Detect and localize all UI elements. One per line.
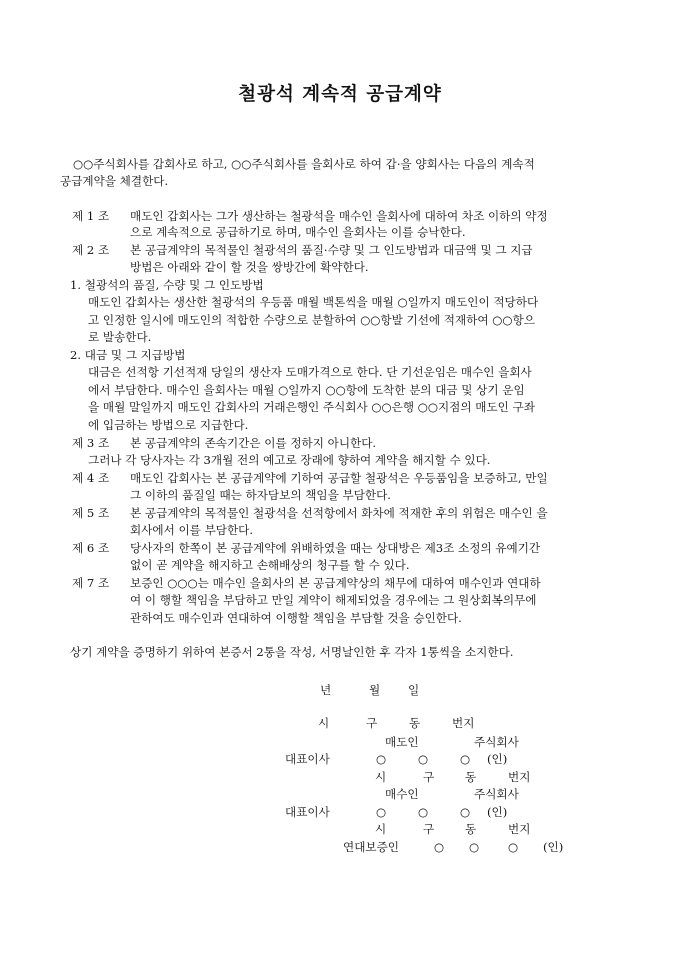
article-4-label: 제 4 조 bbox=[72, 471, 110, 485]
seller-company: 주식회사 bbox=[474, 735, 519, 749]
document-title: 철광석 계속적 공급계약 bbox=[238, 84, 442, 105]
article-1-line-2: 으로 계속적으로 공급하기로 하며, 매수인 을회사는 이를 승낙한다. bbox=[130, 225, 466, 239]
guarantor-name-mark-3: ○ bbox=[508, 840, 519, 854]
seller-role: 매도인 bbox=[385, 735, 419, 749]
section-1-line-1: 매도인 갑회사는 생산한 철광석의 우등품 매월 백톤씩을 매월 ○일까지 매도인이 적당하다 bbox=[88, 295, 539, 309]
buyer-role: 매수인 bbox=[385, 787, 419, 801]
guarantor-name-mark-1: ○ bbox=[434, 840, 445, 854]
buyer-company: 주식회사 bbox=[474, 787, 519, 801]
buyer-rep-title: 대표이사 bbox=[285, 805, 330, 819]
guarantor-seal: (인) bbox=[543, 840, 564, 854]
section-1-line-3: 로 발송한다. bbox=[88, 330, 152, 344]
article-7-label: 제 7 조 bbox=[72, 576, 110, 590]
date-day: 일 bbox=[408, 683, 420, 697]
guarantor-address-district: 구 bbox=[423, 822, 435, 836]
article-2-label: 제 2 조 bbox=[72, 243, 110, 257]
seller-name-mark-1: ○ bbox=[376, 752, 387, 766]
section-2-line-1: 대금은 선적항 기선적재 당일의 생산자 도매가격으로 한다. 단 기선운임은 매수인 을회사 bbox=[88, 365, 532, 379]
seller-address-dong: 동 bbox=[409, 716, 421, 730]
section-1-line-2: 고 인정한 일시에 매도인의 적합한 수량으로 분할하여 ○○항발 기선에 적재하여 ○○항으 bbox=[88, 313, 535, 327]
article-5-line-1: 본 공급계약의 목적물인 철광석을 선적항에서 화차에 적재한 후의 위험은 매수인 을 bbox=[130, 506, 548, 520]
buyer-name-mark-3: ○ bbox=[460, 805, 471, 819]
article-4-line-2: 그 이하의 품질일 때는 하자담보의 책임을 부담한다. bbox=[130, 488, 391, 502]
date-month: 월 bbox=[369, 683, 381, 697]
guarantor-address-bunji: 번지 bbox=[508, 822, 531, 836]
buyer-name-mark-2: ○ bbox=[418, 805, 429, 819]
guarantor-name-mark-2: ○ bbox=[469, 840, 480, 854]
section-2-line-3: 을 매월 말일까지 매도인 갑회사의 거래은행인 주식회사 ○○은행 ○○지점의 매도인 구좌 bbox=[88, 400, 535, 414]
closing-statement: 상기 계약을 증명하기 위하여 본증서 2통을 작성, 서명날인한 후 각자 1통씩을 소지한다. bbox=[70, 645, 514, 659]
article-7-line-1: 보증인 ○○○는 매수인 을회사의 본 공급계약상의 채무에 대하여 매수인과 연대하 bbox=[130, 576, 541, 590]
preamble-line-1: ○○주식회사를 갑회사로 하고, ○○주식회사를 을회사로 하여 갑·을 양회사는 다음의 계속적 bbox=[73, 157, 535, 171]
buyer-address-city: 시 bbox=[375, 770, 387, 784]
article-6-label: 제 6 조 bbox=[72, 541, 110, 555]
article-2-line-2: 방법은 아래와 같이 할 것을 쌍방간에 확약한다. bbox=[130, 260, 369, 274]
article-6-line-1: 당사자의 한쪽이 본 공급계약에 위배하였을 때는 상대방은 제3조 소정의 유예기간 bbox=[130, 541, 541, 555]
article-2-line-1: 본 공급계약의 목적물인 철광석의 품질·수량 및 그 인도방법과 대금액 및 그 지급 bbox=[130, 243, 533, 257]
buyer-name-mark-1: ○ bbox=[376, 805, 387, 819]
article-5-line-2: 회사에서 이를 부담한다. bbox=[130, 523, 254, 537]
guarantor-address-dong: 동 bbox=[465, 822, 477, 836]
section-1-heading: 1. 철광석의 품질, 수량 및 그 인도방법 bbox=[70, 278, 264, 292]
article-3-line-1: 본 공급계약의 존속기간은 이를 정하지 아니한다. bbox=[130, 436, 377, 450]
section-2-heading: 2. 대금 및 그 지급방법 bbox=[70, 348, 186, 362]
preamble-line-2: 공급계약을 체결한다. bbox=[60, 174, 169, 188]
guarantor-address-city: 시 bbox=[375, 822, 387, 836]
article-3-label: 제 3 조 bbox=[72, 436, 110, 450]
article-3-continuation: 그러나 각 당사자는 각 3개월 전의 예고로 장래에 향하여 계약을 해지할 수 있다. bbox=[88, 453, 491, 467]
buyer-address-district: 구 bbox=[423, 770, 435, 784]
section-2-line-4: 에 입금하는 방법으로 지급한다. bbox=[88, 418, 249, 432]
article-1-line-1: 매도인 갑회사는 그가 생산하는 철광석을 매수인 을회사에 대하여 차조 이하의 약정 bbox=[130, 209, 548, 223]
buyer-address-dong: 동 bbox=[465, 770, 477, 784]
article-5-label: 제 5 조 bbox=[72, 506, 110, 520]
seller-rep-title: 대표이사 bbox=[285, 752, 330, 766]
date-year: 년 bbox=[320, 683, 332, 697]
seller-name-mark-3: ○ bbox=[460, 752, 471, 766]
seller-address-district: 구 bbox=[366, 716, 378, 730]
article-6-line-2: 없이 곧 계약을 해지하고 손해배상의 청구를 할 수 있다. bbox=[130, 558, 410, 572]
seller-address-bunji: 번지 bbox=[452, 716, 475, 730]
buyer-address-bunji: 번지 bbox=[508, 770, 531, 784]
article-7-line-2: 여 이 행할 책임을 부담하고 만일 계약이 해제되었을 경우에는 그 원상회복의무에 bbox=[130, 593, 537, 607]
buyer-seal: (인) bbox=[487, 805, 508, 819]
guarantor-role: 연대보증인 bbox=[343, 840, 399, 854]
seller-seal: (인) bbox=[487, 752, 508, 766]
seller-address-city: 시 bbox=[318, 716, 330, 730]
article-1-label: 제 1 조 bbox=[72, 209, 110, 223]
article-7-line-3: 관하여도 매수인과 연대하여 이행할 책임을 부담할 것을 승인한다. bbox=[130, 611, 462, 625]
section-2-line-2: 에서 부담한다. 매수인 을회사는 매월 ○일까지 ○○항에 도착한 분의 대금 및 상기 운임 bbox=[88, 383, 525, 397]
article-4-line-1: 매도인 갑회사는 본 공급계약에 기하여 공급할 철광석은 우등품임을 보증하고, 만일 bbox=[130, 471, 548, 485]
seller-name-mark-2: ○ bbox=[418, 752, 429, 766]
